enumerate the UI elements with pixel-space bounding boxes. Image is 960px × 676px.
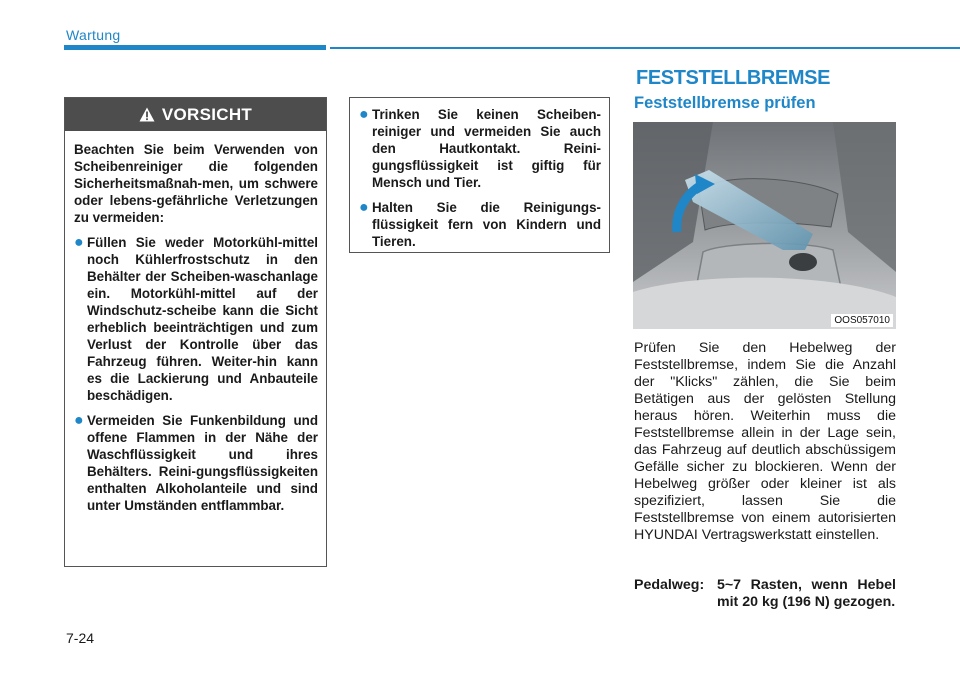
section-title: FESTSTELLBREMSE [636,67,831,89]
caution-bullet [359,106,601,191]
spec-label: Pedalweg: [634,577,705,593]
bullet-dot-icon: ● [74,412,84,429]
bullet-dot-icon: ● [359,106,369,123]
page-number: 7-24 [66,630,95,646]
spec-row [634,577,896,611]
caution-intro: Beachten Sie beim Verwenden von Scheibenreiniger die folgenden Sicherheitsmaßnah-men, um schwere oder lebens-gefährliche Verletzungen zu vermeiden: [74,142,318,225]
caution-bullet [74,412,318,514]
caution-title: VORSICHT [161,104,253,124]
section-label: Wartung [66,27,121,43]
caution-continued-box [349,97,610,253]
bullet-dot-icon: ● [359,199,369,216]
caution-bullet [359,199,601,250]
body-text: Prüfen Sie den Hebelweg der Feststellbremse, indem Sie die Anzahl der "Klicks" zählen, die Sie beim Betätigen aus der gelösten Stellung heraus hören. Weiterhin muss die Feststellbremse allein in der Lage sein, das Fahrzeug auf deutlich abschüssigem Gefälle sicher zu blockieren. Wenn der Hebelweg größer oder kleiner ist als spezifiziert, lassen Sie die Feststellbremse von einem autorisierten HYUNDAI Vertragswerkstatt einstellen. [634,340,896,543]
caution-bullet-text: Füllen Sie weder Motorkühl-mittel noch Kühlerfrostschutz in den Behälter der Scheiben-waschanlage ein. Motorkühl-mittel auf der Windschutz-scheibe kann die Sicht erheblich beeinträchtigen und zum Verlust der Kontrolle über das Fahrzeug führen. Weiter-hin kann es die Lackierung und Anbauteile beschädigen. [87,235,318,403]
image-code: OOS057010 [831,314,893,327]
caution-body [65,131,326,514]
header-bar-thin [330,47,960,49]
parking-brake-photo [633,122,896,329]
caution-bullet-text: Halten Sie die Reinigungs-flüssigkeit fern von Kindern und Tieren. [372,200,601,249]
caution-box [64,97,327,567]
warning-triangle-icon [139,107,155,122]
bullet-dot-icon: ● [74,234,84,251]
subsection-title: Feststellbremse prüfen [634,94,816,112]
caution-header [65,98,326,131]
spec-value: 5~7 Rasten, wenn Hebel mit 20 kg (196 N) gezogen. [717,577,896,610]
header-bar-thick [64,45,326,50]
parking-brake-illustration [633,122,896,329]
caution-bullet-text: Trinken Sie keinen Scheiben-reiniger und vermeiden Sie auch den Hautkontakt. Reini-gungsflüssigkeit ist giftig für Mensch und Tier. [372,107,601,190]
caution-bullet-text: Vermeiden Sie Funkenbildung und offene Flammen in der Nähe der Waschflüssigkeit und ihres Behälters. Reini-gungsflüssigkeiten enthalten Alkoholanteile und sind unter Umständen entflammbar. [87,413,318,513]
caution-bullet [74,234,318,404]
